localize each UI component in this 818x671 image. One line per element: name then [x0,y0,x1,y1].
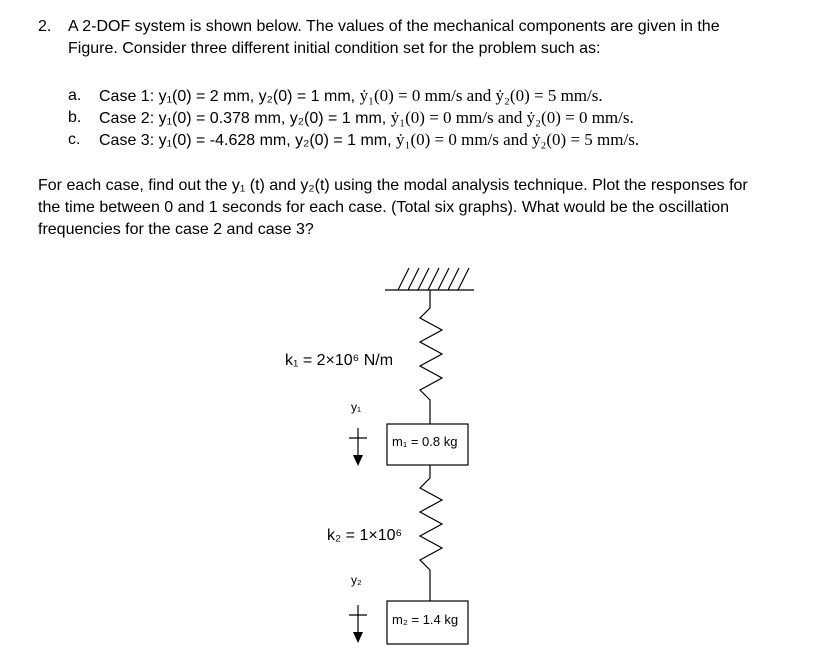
problem-number: 2. [38,18,52,35]
y2-arrow [349,605,367,643]
k1-label: k₁ = 2×10⁶ N/m [285,352,394,369]
spring-k2 [420,465,442,601]
mass-m1-label: m₁ = 0.8 kg [392,434,458,449]
k2-label: k₂ = 1×10⁶ [327,527,403,544]
task-line-2: the time between 0 and 1 seconds for each case. (Total six graphs). What would be the oscillation [38,199,730,216]
problem-intro-line-1: A 2-DOF system is shown below. The values of the mechanical components are given in the [68,18,720,35]
case-b-prefix: Case 2: y₁(0) = 0.378 mm, y₂(0) = 1 mm, [99,110,391,127]
y1-label: y₁ [351,400,362,414]
case-a-prefix: Case 1: y₁(0) = 2 mm, y₂(0) = 1 mm, [99,88,360,105]
case-b-marker: b. [68,109,82,126]
y1-arrow [349,428,367,466]
case-a-velocities: ẏ₁(0) = 0 mm/s and ẏ₂(0) = 5 mm/s. [359,86,603,105]
task-line-3: frequencies for the case 2 and case 3? [38,221,314,238]
case-c-prefix: Case 3: y₁(0) = -4.628 mm, y₂(0) = 1 mm, [99,132,397,149]
case-a-marker: a. [68,87,82,104]
case-c-marker: c. [68,131,81,148]
case-c-velocities: ẏ₁(0) = 0 mm/s and ẏ₂(0) = 5 mm/s. [396,130,640,149]
spring-k1 [420,290,442,424]
y2-label: y₂ [351,573,362,587]
case-b-velocities: ẏ₁(0) = 0 mm/s and ẏ₂(0) = 0 mm/s. [390,108,634,127]
mass-m2-label: m₂ = 1.4 kg [392,612,459,627]
problem-intro-line-2: Figure. Consider three different initial condition set for the problem such as: [68,40,601,57]
task-line-1: For each case, find out the y₁ (t) and y₂(t) using the modal analysis technique. Plot the responses for [38,177,748,194]
ground-hatch [398,268,469,290]
